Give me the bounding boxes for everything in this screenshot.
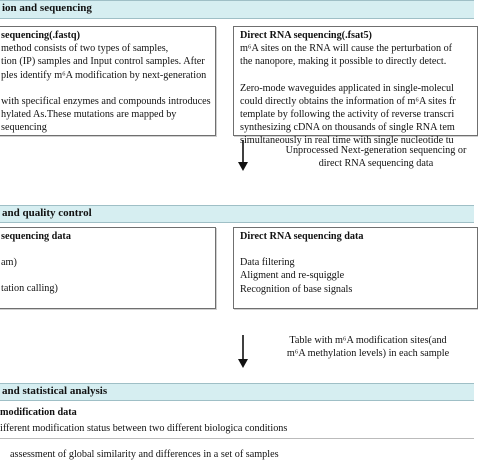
box-line: tation calling) (1, 283, 58, 295)
box-title: sequencing(.fastq) (1, 30, 80, 41)
box-line: could directly obtains the information of m⁶A sites fr (240, 95, 456, 107)
analysis-line: ifferent modification status between two different biologica conditions (0, 423, 288, 434)
ngs-data-box (0, 227, 216, 309)
spacer (240, 243, 475, 256)
spacer (240, 69, 475, 82)
flow-note (276, 144, 476, 170)
box-line: m⁶A sites on the RNA will cause the perturbation of (240, 43, 453, 55)
box-line: Aligment and re-squiggle (240, 270, 345, 282)
box-line: synthesizing cDNA on thousands of single RNA tem (240, 122, 455, 134)
spacer (1, 82, 211, 95)
modification-data-heading: modification data (0, 407, 77, 418)
direct-rna-data-box (233, 227, 478, 309)
note-line: Table with m⁶A modification sites(and (289, 335, 447, 346)
box-line: with specifical enzymes and compounds introduces (1, 95, 211, 107)
ngs-sequencing-box (0, 26, 216, 136)
box-line: am) (1, 257, 17, 269)
down-arrow-icon (236, 140, 250, 172)
divider (0, 438, 474, 439)
down-arrow-icon (236, 335, 250, 369)
box-line: Zero-mode waveguides applicated in single-molecul (240, 82, 454, 94)
note-line: direct RNA sequencing data (318, 158, 434, 170)
note-line: m⁶A methylation levels) in each sample (286, 348, 450, 360)
box-line: simultaneously in real time with single nucleotide tu (240, 135, 454, 147)
section-title: ion and sequencing (2, 2, 92, 14)
box-title: Direct RNA sequencing data (240, 231, 364, 242)
box-line: tion (IP) samples and Input control samples. After (1, 56, 205, 68)
box-title: sequencing data (1, 231, 71, 242)
section-title: and quality control (2, 207, 92, 219)
flow-note (262, 334, 474, 360)
box-line: Data filtering (240, 257, 295, 269)
section-band-analysis (0, 383, 474, 401)
box-line: template by following the activity of reverse transcri (240, 109, 455, 121)
note-line: Unprocessed Next-generation sequencing or (285, 145, 467, 156)
box-line: hylated As.These mutations are mapped by (1, 109, 177, 121)
spacer (1, 243, 211, 256)
box-line: method consists of two types of samples, (1, 43, 169, 55)
direct-rna-sequencing-box (233, 26, 478, 147)
box-line: ples identify m⁶A modification by next-generation (1, 69, 207, 81)
spacer (1, 269, 211, 282)
analysis-line: assessment of global similarity and differences in a set of samples (10, 449, 279, 460)
box-line: Recognition of base signals (240, 283, 353, 295)
section-band-sequencing (0, 0, 474, 19)
box-line: the nanopore, making it possible to directly detect. (240, 56, 447, 68)
box-line: sequencing (1, 122, 47, 134)
section-band-quality-control (0, 205, 474, 223)
box-title: Direct RNA sequencing(.fsat5) (240, 30, 372, 41)
section-title: and statistical analysis (2, 385, 108, 397)
